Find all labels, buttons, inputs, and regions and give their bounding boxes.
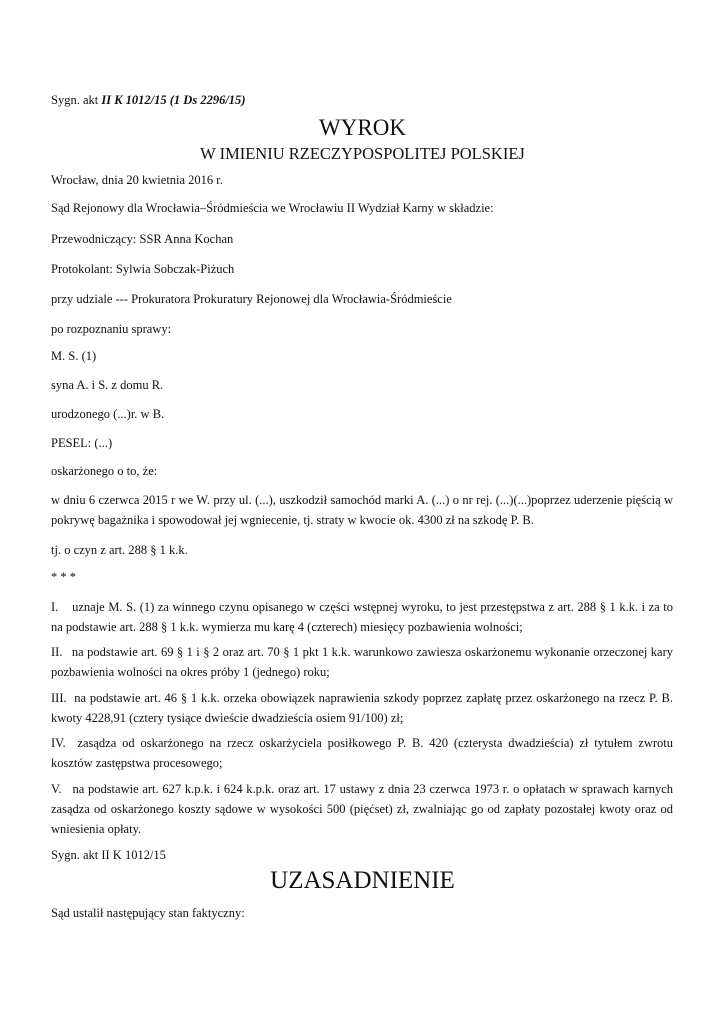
prosecutor-line: przy udziale --- Prokuratora Prokuratury Rejonowej dla Wrocławia-Śródmieście [51, 292, 452, 306]
after-review: po rozpoznaniu sprawy: [51, 322, 172, 336]
verdict-point-text: na podstawie art. 46 § 1 k.k. orzeka obowiązek naprawienia szkody poprzez zapłatę przez oskarżonego na rzecz P. B. kwoty 4228,91 (cztery tysiące dwieście dwadzieścia osiem 91/100) zł; [51, 691, 673, 725]
signature-number: II K 1012/15 (1 Ds 2296/15 [101, 93, 242, 107]
charge-description: w dniu 6 czerwca 2015 r we W. przy ul. (...), uszkodził samochód marki A. (...) o nr rej. (...)(...)poprzez uderzenie pięścią w pokrywę bagażnika i spowodował jej wgniecenie, tj. straty w kwocie ok. 4300 zł na szkodę P. B. [51, 493, 673, 527]
document-title: WYROK [319, 115, 406, 140]
case-signature-header [51, 90, 673, 110]
place-date: Wrocław, dnia 20 kwietnia 2016 r. [51, 173, 223, 187]
signature-suffix: ) [241, 93, 246, 107]
defendant-birth: urodzonego (...)r. w B. [51, 407, 165, 421]
defendant-name: M. S. (1) [51, 349, 97, 363]
verdict-point-number: I. [51, 600, 59, 614]
verdict-point [51, 642, 673, 682]
footer-case-signature: Sygn. akt II K 1012/15 [51, 848, 166, 862]
defendant-pesel: PESEL: (...) [51, 436, 113, 450]
verdict-point-number: III. [51, 691, 67, 705]
verdict-point [51, 733, 673, 773]
charge-article: tj. o czyn z art. 288 § 1 k.k. [51, 543, 188, 557]
verdict-point [51, 779, 673, 839]
verdict-point-number: V. [51, 782, 62, 796]
signature-prefix: Sygn. akt [51, 93, 102, 107]
verdict-point-number: II. [51, 645, 63, 659]
charged-intro: oskarżonego o to, że: [51, 464, 158, 478]
facts-intro: Sąd ustalił następujący stan faktyczny: [51, 906, 245, 920]
verdict-point-text: na podstawie art. 627 k.p.k. i 624 k.p.k. oraz art. 17 ustawy z dnia 23 czerwca 1973 r. o opłatach w sprawach karnych zasądza od oskarżonego koszty sądowe w wysokości 500 (pięćset) zł, zwalniając go od zapłaty pozostałej kwoty oraz od wniesienia opłaty. [51, 782, 674, 836]
verdict-point-text: na podstawie art. 69 § 1 i § 2 oraz art. 70 § 1 pkt 1 k.k. warunkowo zawiesza oskarżonemu wykonanie orzeczonej kary pozbawienia wolności na okres próby 1 (jednego) roku; [51, 645, 673, 679]
verdict-point-text: uznaje M. S. (1) za winnego czynu opisanego w części wstępnej wyroku, to jest przestępstwa z art. 288 § 1 k.k. i za to na podstawie art. 288 § 1 k.k. wymierza mu karę 4 (czterech) miesięcy pozbawienia wolności; [51, 600, 674, 634]
verdict-point [51, 597, 673, 637]
document-subtitle: W IMIENIU RZECZYPOSPOLITEJ POLSKIEJ [200, 144, 525, 163]
defendant-parents: syna A. i S. z domu R. [51, 378, 164, 392]
court-clerk: Protokolant: Sylwia Sobczak-Piżuch [51, 262, 235, 276]
verdict-point-number: IV. [51, 736, 66, 750]
section-separator: * * * [51, 570, 76, 584]
presiding-judge: Przewodniczący: SSR Anna Kochan [51, 232, 234, 246]
verdict-point [51, 688, 673, 728]
court-composition: Sąd Rejonowy dla Wrocławia–Śródmieścia we Wrocławiu II Wydział Karny w składzie: [51, 201, 494, 215]
verdict-point-text: zasądza od oskarżonego na rzecz oskarżyciela posiłkowego P. B. 420 (czterysta dwadzieścia) zł tytułem zwrotu kosztów zastępstwa procesowego; [51, 736, 674, 770]
justification-title: UZASADNIENIE [270, 867, 455, 894]
